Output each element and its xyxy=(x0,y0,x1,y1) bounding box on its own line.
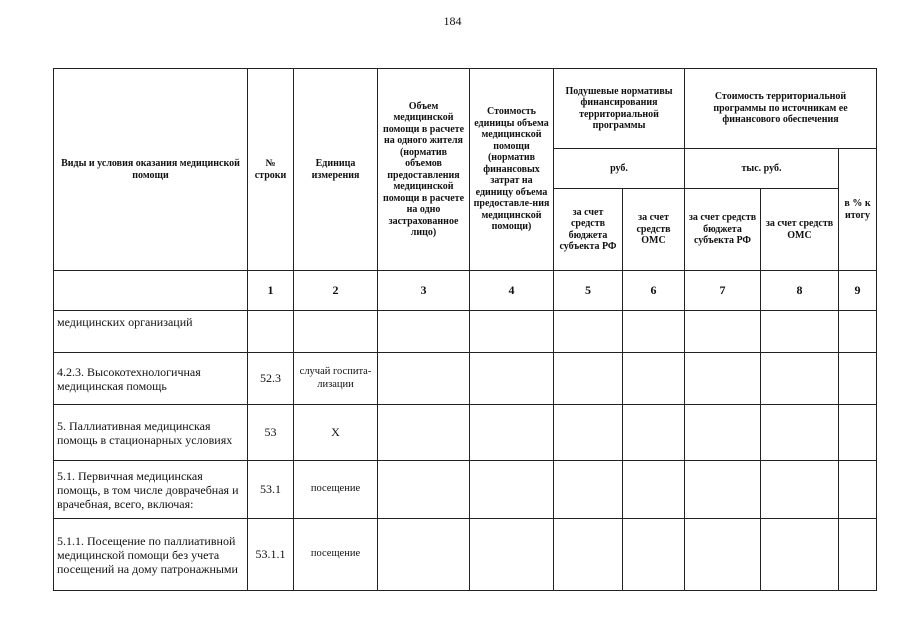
row-unit: посещение xyxy=(294,461,378,519)
col-number: 1 xyxy=(248,271,294,311)
table-row xyxy=(54,461,877,519)
row-number: 53.1 xyxy=(248,461,294,519)
header-thous-rub: тыс. руб. xyxy=(685,149,839,189)
col-number: 5 xyxy=(554,271,623,311)
header-oms-2: за счет средств ОМС xyxy=(761,189,839,271)
page-number: 184 xyxy=(443,14,462,28)
row-name: 5.1.1. Посещение по паллиативной медицинской помощи без учета посещений на дому патронажными xyxy=(54,519,248,591)
header-per-capita: Подушевые нормативы финансирования территориальной программы xyxy=(554,69,685,149)
table-row xyxy=(54,405,877,461)
funding-table xyxy=(53,68,877,591)
row-number xyxy=(248,311,294,353)
row-number: 53 xyxy=(248,405,294,461)
row-unit: посещение xyxy=(294,519,378,591)
row-unit xyxy=(294,311,378,353)
row-name: 5.1. Первичная медицинская помощь, в том числе доврачебная и врачебная, всего, включая: xyxy=(54,461,248,519)
col-number: 6 xyxy=(623,271,685,311)
col-number: 8 xyxy=(761,271,839,311)
table-row xyxy=(54,519,877,591)
row-number: 52.3 xyxy=(248,353,294,405)
table-row xyxy=(54,311,877,353)
header-volume: Объем медицинской помощи в расчете на одного жителя (норматив объемов предоставления медицинской помощи в расчете на одно застрахованное лицо) xyxy=(378,69,470,271)
header-unit-cost: Стоимость единицы объема медицинской помощи (норматив финансовых затрат на единицу объема предоставле-ния медицинской помощи) xyxy=(470,69,554,271)
header-budget-rf-2: за счет средств бюджета субъекта РФ xyxy=(685,189,761,271)
header-oms: за счет средств ОМС xyxy=(623,189,685,271)
row-name: 5. Паллиативная медицинская помощь в стационарных условиях xyxy=(54,405,248,461)
row-unit: Х xyxy=(294,405,378,461)
row-unit: случай госпита-лизации xyxy=(294,353,378,405)
col-number: 4 xyxy=(470,271,554,311)
table-row xyxy=(54,353,877,405)
col-number-empty xyxy=(54,271,248,311)
col-number: 2 xyxy=(294,271,378,311)
header-unit: Единица измерения xyxy=(294,69,378,271)
col-number: 7 xyxy=(685,271,761,311)
header-row-no: № строки xyxy=(248,69,294,271)
header-pct-total: в % к итогу xyxy=(839,149,877,271)
col-number: 3 xyxy=(378,271,470,311)
header-types: Виды и условия оказания медицинской помощи xyxy=(54,69,248,271)
header-budget-rf: за счет средств бюджета субъекта РФ xyxy=(554,189,623,271)
header-rub: руб. xyxy=(554,149,685,189)
col-number: 9 xyxy=(839,271,877,311)
row-name: 4.2.3. Высокотехнологичная медицинская помощь xyxy=(54,353,248,405)
row-name: медицинских организаций xyxy=(54,311,248,353)
row-number: 53.1.1 xyxy=(248,519,294,591)
header-territorial-cost: Стоимость территориальной программы по источникам ее финансового обеспечения xyxy=(685,69,877,149)
column-numbers-row xyxy=(54,271,877,311)
